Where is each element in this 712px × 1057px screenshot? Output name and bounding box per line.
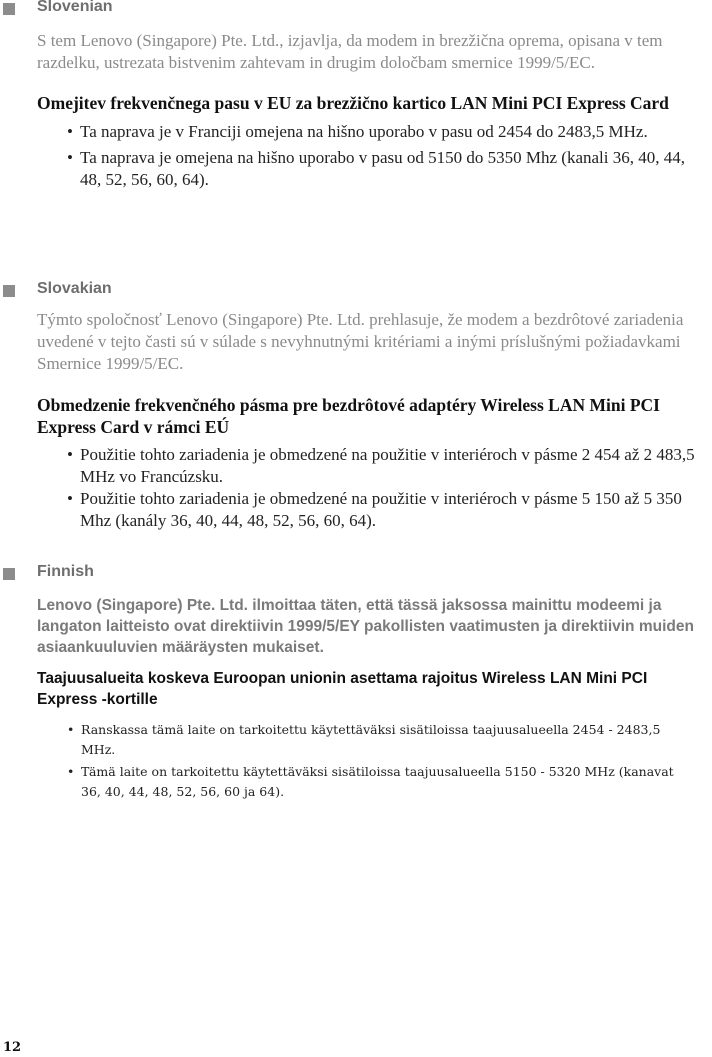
list-item-text: Ta naprava je omejena na hišno uporabo v pasu od 5150 do 5350 Mhz (kanali 36, 40, 44, 48, 52, 56, 60, 64). <box>80 148 686 189</box>
list-item <box>0 444 712 488</box>
list-item-text: Použitie tohto zariadenia je obmedzené na použitie v interiéroch v pásme 5 150 až 5 350 Mhz (kanály 36, 40, 44, 48, 52, 56, 60, 64). <box>80 489 682 530</box>
declaration-paragraph: S tem Lenovo (Singapore) Pte. Ltd., izjavlja, da modem in brezžična oprema, opisana v tem razdelku, ustrezata bistvenim zahtevam in drugim določbam smernice 1999/5/EC. <box>37 31 663 72</box>
subheading: Taajuusalueita koskeva Euroopan unionin asettama rajoitus Wireless LAN Mini PCI Express -kortille <box>37 670 648 708</box>
subheading: Omejitev frekvenčnega pasu v EU za brezžično kartico LAN Mini PCI Express Card <box>37 93 669 113</box>
declaration-paragraph: Týmto spoločnosť Lenovo (Singapore) Pte. Ltd. prehlasuje, že modem a bezdrôtové zariadenia uvedené v tejto časti sú v súlade s nevyhnutnými kritériami a inými príslušnými požiadavkami Smernice 1999/5/EC. <box>37 310 684 373</box>
section-slovenian <box>0 0 712 195</box>
list-item-text: Ta naprava je v Franciji omejena na hišno uporabo v pasu od 2454 do 2483,5 MHz. <box>80 122 648 141</box>
bullet-icon: • <box>67 489 73 508</box>
bullet-icon: • <box>67 445 73 464</box>
square-bullet-icon <box>3 3 15 15</box>
page-number: 12 <box>3 1040 22 1055</box>
section-heading <box>0 0 712 20</box>
list-item <box>0 147 712 191</box>
section-slovakian <box>0 282 712 536</box>
list-item <box>0 720 712 760</box>
list-item <box>0 488 712 532</box>
bullet-icon: • <box>67 764 75 779</box>
list-item-text: Ranskassa tämä laite on tarkoitettu käytettäväksi sisätiloissa taajuusalueella 2454 - 2483,5 MHz. <box>81 722 661 757</box>
bullet-icon: • <box>67 722 75 737</box>
section-heading <box>0 282 712 302</box>
section-heading <box>0 565 712 585</box>
bullet-icon: • <box>67 122 73 141</box>
declaration-paragraph: Lenovo (Singapore) Pte. Ltd. ilmoittaa täten, että tässä jaksossa mainittu modeemi ja langaton laitteisto ovat direktiivin 1999/5/EY pakollisten vaatimusten ja direktiivin muiden asiaankuuluvien määräysten mukaiset. <box>37 597 694 656</box>
language-label: Slovenian <box>37 0 113 15</box>
square-bullet-icon <box>3 285 15 297</box>
bullet-icon: • <box>67 148 73 167</box>
list-item-text: Tämä laite on tarkoitettu käytettäväksi sisätiloissa taajuusalueella 5150 - 5320 MHz (kanavat 36, 40, 44, 48, 52, 56, 60 ja 64). <box>81 764 674 799</box>
subheading: Obmedzenie frekvenčného pásma pre bezdrôtové adaptéry Wireless LAN Mini PCI Express Card v rámci EÚ <box>37 395 660 437</box>
list-item <box>0 762 712 802</box>
bullet-list <box>0 720 712 802</box>
bullet-list <box>0 121 712 191</box>
bullet-list <box>0 444 712 532</box>
language-label: Slovakian <box>37 280 112 297</box>
list-item-text: Použitie tohto zariadenia je obmedzené na použitie v interiéroch v pásme 2 454 až 2 483,5 MHz vo Francúzsku. <box>80 445 695 486</box>
square-bullet-icon <box>3 568 15 580</box>
language-label: Finnish <box>37 563 94 580</box>
list-item <box>0 121 712 143</box>
section-finnish <box>0 565 712 804</box>
